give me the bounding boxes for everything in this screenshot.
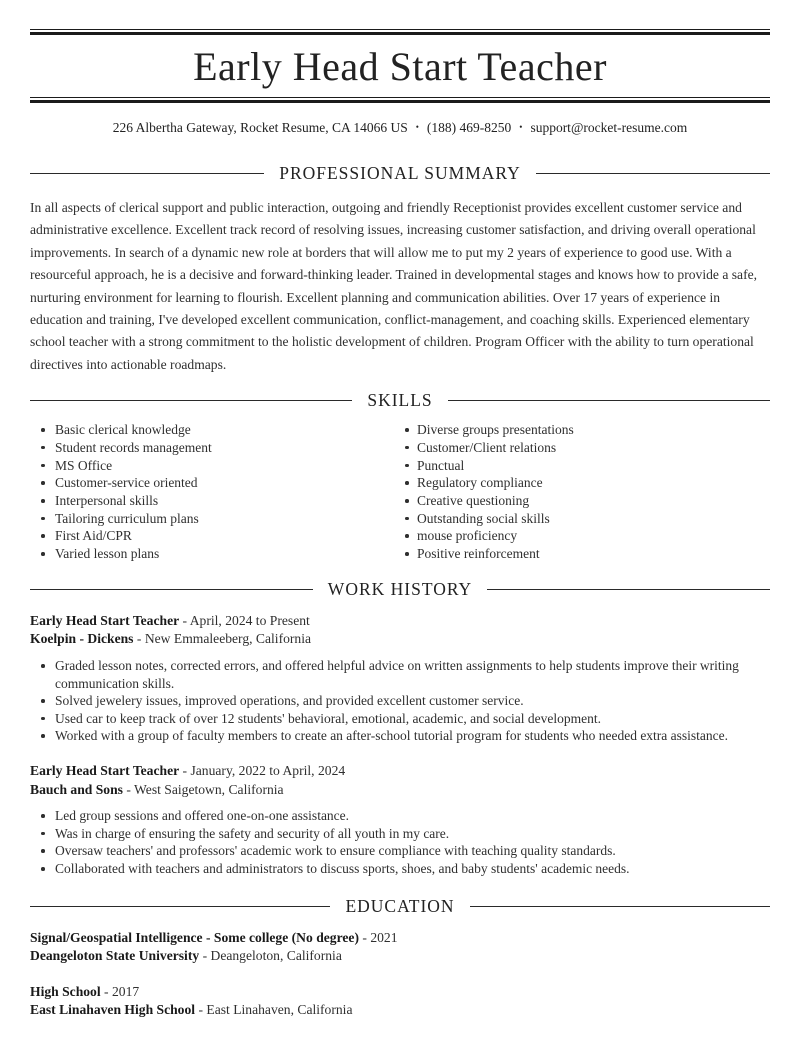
skill-item <box>30 457 395 475</box>
separator: - <box>136 631 142 647</box>
job-bullet <box>30 842 770 860</box>
separator: - <box>182 612 188 628</box>
job-bullet-text: Used car to keep track of over 12 students' behavioral, emotional, academic, and social development. <box>55 710 601 726</box>
skill-item <box>30 545 395 563</box>
job-title-line <box>30 612 770 631</box>
skill-item <box>395 421 770 439</box>
education-degree: High School <box>30 983 101 999</box>
job-bullet-list <box>30 657 770 745</box>
contact-line <box>30 120 770 136</box>
skills-list-right <box>395 421 770 563</box>
skill-text: Customer-service oriented <box>55 475 198 491</box>
separator: - <box>104 983 109 999</box>
skill-item <box>395 492 770 510</box>
education-heading-text: EDUCATION <box>345 895 455 916</box>
job-title-line <box>30 762 770 781</box>
skills-columns <box>30 421 770 563</box>
job-bullet-text: Worked with a group of faculty members to create an after-school tutorial program for students who needed extra assistance. <box>55 728 729 744</box>
education-location: East Linahaven, California <box>206 1002 353 1018</box>
skills-column-right <box>395 421 770 563</box>
job-bullet <box>30 825 770 843</box>
job-title: Early Head Start Teacher <box>30 763 180 779</box>
job-bullet <box>30 727 770 745</box>
job-employer: Bauch and Sons <box>30 781 123 797</box>
job-bullet <box>30 710 770 728</box>
contact-email: support@rocket-resume.com <box>530 120 688 135</box>
skill-item <box>395 474 770 492</box>
job-title: Early Head Start Teacher <box>30 612 180 628</box>
skill-item <box>395 527 770 545</box>
skill-item <box>30 421 395 439</box>
skills-list-left <box>30 421 395 563</box>
skill-item <box>395 545 770 563</box>
job-entry <box>30 612 770 745</box>
job-employer-line <box>30 630 770 649</box>
title-rule-top <box>30 29 770 35</box>
skill-text: Creative questioning <box>417 493 530 509</box>
job-location: New Emmaleeberg, California <box>144 631 312 647</box>
job-bullet-text: Led group sessions and offered one-on-one assistance. <box>55 808 350 824</box>
job-dates: January, 2022 to April, 2024 <box>190 763 346 779</box>
job-employer: Koelpin - Dickens <box>30 631 134 647</box>
contact-address: 226 Albertha Gateway, Rocket Resume, CA 14066 US <box>112 120 408 135</box>
skill-item <box>30 510 395 528</box>
skill-text: Diverse groups presentations <box>417 422 574 438</box>
separator: - <box>182 763 188 779</box>
skill-text: Regulatory compliance <box>417 475 543 491</box>
skill-text: Basic clerical knowledge <box>55 422 191 438</box>
education-school-line <box>30 1001 770 1020</box>
contact-phone: (188) 469-8250 <box>426 120 512 135</box>
education-degree-line <box>30 983 770 1002</box>
separator: - <box>362 929 367 945</box>
skill-text: First Aid/CPR <box>55 528 132 544</box>
skill-item <box>30 492 395 510</box>
page-title: Early Head Start Teacher <box>193 44 607 89</box>
skill-text: Varied lesson plans <box>55 546 160 562</box>
education-entry <box>30 929 770 966</box>
job-entry <box>30 762 770 878</box>
skill-item <box>395 510 770 528</box>
skill-text: Positive reinforcement <box>417 546 540 562</box>
job-bullet <box>30 807 770 825</box>
skill-text: Punctual <box>417 457 465 473</box>
job-bullet-text: Oversaw teachers' and professors' academic work to ensure compliance with teaching quality standards. <box>55 843 616 859</box>
dot-separator: • <box>415 122 419 132</box>
job-dates: April, 2024 to Present <box>189 612 310 628</box>
job-bullet-text: Collaborated with teachers and administrators to discuss sports, shoes, and baby students' academic needs. <box>55 861 630 876</box>
job-bullet-list <box>30 807 770 877</box>
skill-text: mouse proficiency <box>417 528 518 544</box>
work-history-heading-text: WORK HISTORY <box>327 578 473 599</box>
section-heading-education <box>30 896 770 917</box>
skill-item <box>30 439 395 457</box>
education-year: 2017 <box>111 983 140 999</box>
skill-text: Customer/Client relations <box>417 439 557 455</box>
skill-item <box>30 527 395 545</box>
section-heading-skills <box>30 390 770 411</box>
job-bullet-text: Solved jewelery issues, improved operations, and provided excellent customer service. <box>55 693 524 709</box>
skills-column-left <box>30 421 395 563</box>
education-entry <box>30 983 770 1020</box>
skill-text: Interpersonal skills <box>55 493 159 509</box>
education-location: Deangeloton, California <box>210 948 342 964</box>
education-year: 2021 <box>370 929 398 945</box>
job-bullet-text: Graded lesson notes, corrected errors, and offered helpful advice on written assignments to help students improve their writing communication skills. <box>55 658 739 691</box>
skills-heading-text: SKILLS <box>367 390 433 411</box>
section-heading-summary <box>30 163 770 184</box>
skill-item <box>395 457 770 475</box>
job-bullet <box>30 692 770 710</box>
skill-item <box>30 474 395 492</box>
skill-item <box>395 439 770 457</box>
job-bullet-text: Was in charge of ensuring the safety and security of all youth in my care. <box>55 825 450 841</box>
job-employer-line <box>30 781 770 800</box>
skill-text: Outstanding social skills <box>417 510 550 526</box>
title-rule-bottom <box>30 97 770 103</box>
separator: - <box>202 948 208 964</box>
dot-separator: • <box>519 122 523 132</box>
skill-text: Tailoring curriculum plans <box>55 510 199 526</box>
job-location: West Saigetown, California <box>134 781 284 797</box>
summary-paragraph: In all aspects of clerical support and public interaction, outgoing and friendly Receptionist provides excellent customer service and administrative excellence. Excellent track record of resolving issues, increasing customer satisfaction, and driving overall operational improvements. In search of a dynamic new role at borders that will allow me to put my 2 years of experience to good use. With a resourceful approach, he is a decisive and forward-thinking leader. Trained in developmental stages and knows how to provide a safe, nurturing environment for learning to flourish. Excellent planning and communication abilities. Over 17 years of experience in education and training, I've developed excellent communication, conflict-management, and coaching skills. Experienced elementary school teacher with a strong commitment to the holistic development of children. Program Officer with the ability to turn operational directives into actionable roadmaps. <box>30 200 758 372</box>
resume-page <box>0 29 800 1020</box>
section-heading-work-history <box>30 579 770 600</box>
separator: - <box>126 781 131 797</box>
education-school: Deangeloton State University <box>30 948 200 964</box>
education-degree-line <box>30 929 770 948</box>
education-school: East Linahaven High School <box>30 1002 196 1018</box>
job-bullet <box>30 860 770 878</box>
job-bullet <box>30 657 770 692</box>
skill-text: MS Office <box>55 457 113 473</box>
summary-heading-text: PROFESSIONAL SUMMARY <box>279 163 521 183</box>
education-school-line <box>30 947 770 966</box>
education-degree: Signal/Geospatial Intelligence - Some college (No degree) <box>30 929 359 945</box>
skill-text: Student records management <box>55 439 212 455</box>
separator: - <box>198 1002 203 1018</box>
